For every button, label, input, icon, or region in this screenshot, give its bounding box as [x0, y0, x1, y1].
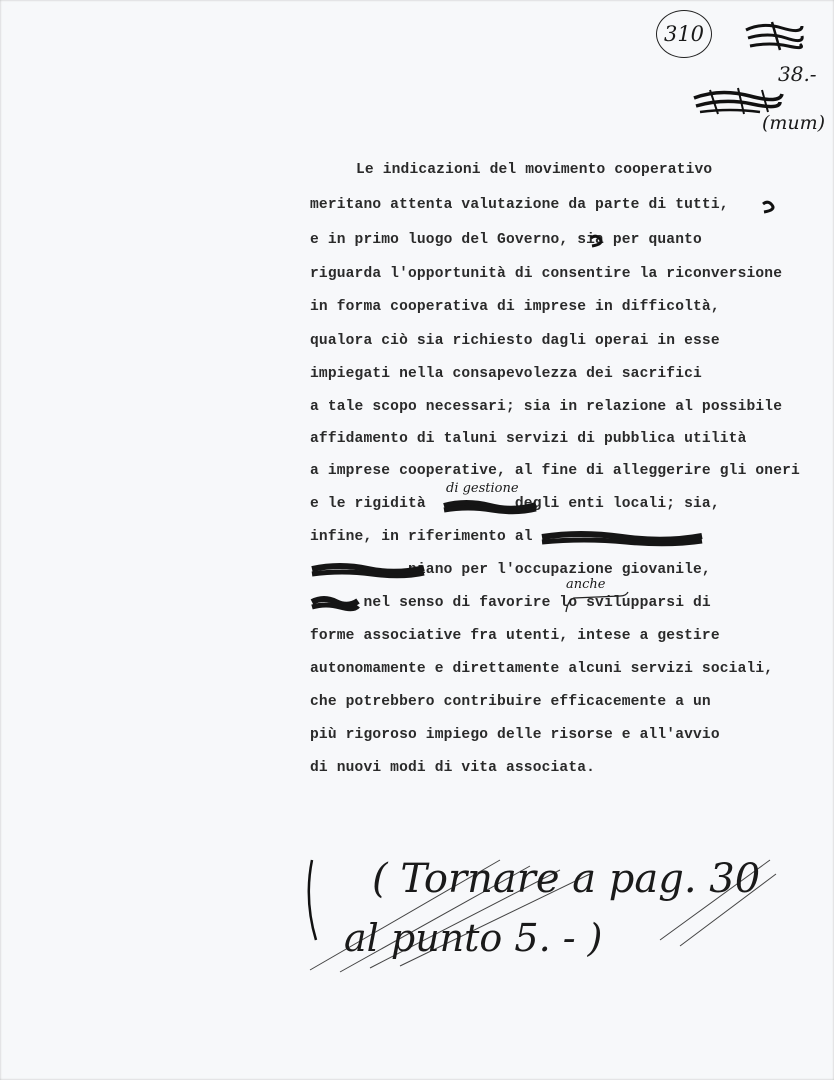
- struck-number-top: [742, 20, 806, 54]
- text-line: a imprese cooperative, al fine di alleggerire gli oneri: [310, 463, 800, 479]
- comma-correction: [588, 234, 604, 250]
- text-line: e le rigidità degli enti locali; sia,: [310, 496, 720, 512]
- text-line: più rigoroso impiego delle risorse e all'avvio: [310, 727, 720, 743]
- text-line: affidamento di taluni servizi di pubblica utilità: [310, 431, 747, 447]
- redaction-piano: [310, 562, 426, 580]
- text-line: qualora ciò sia richiesto dagli operai in esse: [310, 333, 720, 349]
- text-line: e in primo luogo del Governo, sia per quanto: [310, 232, 702, 248]
- insertion-gestione: di gestione: [446, 481, 519, 496]
- page-number-circle: [656, 10, 712, 58]
- text-line: Le indicazioni del movimento cooperativo: [356, 162, 713, 178]
- text-line: impiegati nella consapevolezza dei sacrifici: [310, 366, 702, 382]
- page-reference: 38.-: [778, 62, 817, 86]
- insertion-anche: anche: [566, 577, 606, 592]
- text-line: meritano attenta valutazione da parte di tutti,: [310, 197, 729, 213]
- handwritten-instruction-line2: al punto 5. - ): [344, 916, 603, 960]
- margin-note: (mum): [762, 112, 826, 134]
- text-line: infine, in riferimento al: [310, 529, 533, 545]
- text-line: in forma cooperativa di imprese in difficoltà,: [310, 299, 720, 315]
- text-line: autonomamente e direttamente alcuni servizi sociali,: [310, 661, 774, 677]
- text-line: piano per l'occupazione giovanile,: [310, 562, 711, 578]
- insertion-caret: [562, 588, 632, 614]
- redaction-rigidita: [442, 498, 538, 516]
- text-line: di nuovi modi di vita associata.: [310, 760, 596, 776]
- redaction-riferimento: [540, 530, 704, 548]
- handwritten-instruction-line1: ( Tornare a pag. 30: [372, 856, 761, 902]
- comma-correction: [760, 200, 776, 216]
- text-line: nel senso di favorire lo svilupparsi di: [310, 595, 711, 611]
- redaction-senso: [310, 595, 360, 613]
- text-line: a tale scopo necessari; sia in relazione al possibile: [310, 399, 783, 415]
- text-line: forme associative fra utenti, intese a gestire: [310, 628, 720, 644]
- text-line: riguarda l'opportunità di consentire la riconversione: [310, 266, 783, 282]
- page-number: 310: [663, 22, 705, 46]
- text-line: che potrebbero contribuire efficacemente a un: [310, 694, 711, 710]
